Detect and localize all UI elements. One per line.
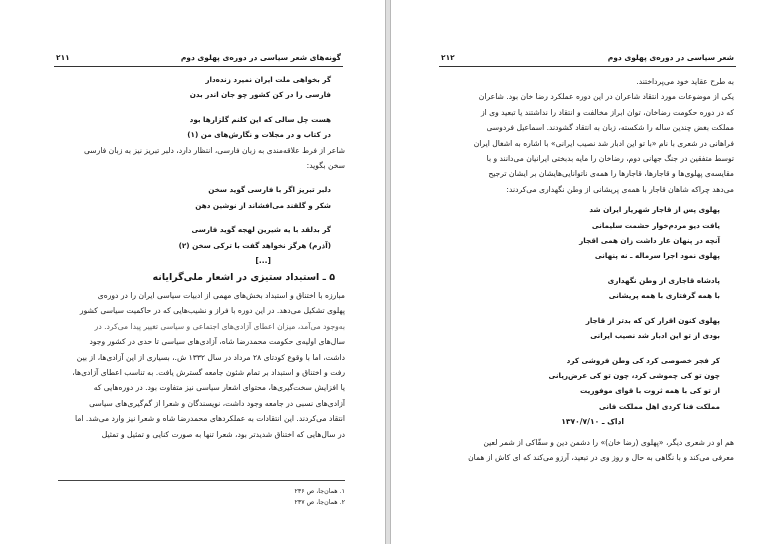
verse-line: کر فجر خصوصی کرد کی وطن فروشی کرد (566, 355, 720, 365)
page-body (441, 74, 734, 465)
header-title: شعر سیاسی در دوره‌ی پهلوی دوم (607, 53, 734, 62)
verse-line: پادشاه قاجاری از وطن نگهداری (607, 275, 720, 285)
verse-line: پهلوی نمود اجرا سرماله ـ نه پنهانی (594, 251, 720, 261)
verse-line: یافت دیو مردم‌خوار حشمت سلیمانی (591, 220, 720, 230)
ellipsis-bracket: [...] (255, 256, 271, 266)
verse-line: از تو کی با همه ثروت با قوای موفوریت (580, 386, 720, 396)
section-title: ۵ ـ استبداد ستیزی در اشعار ملی‌گرایانه (152, 272, 335, 284)
paragraph-line: هم او در شعری دیگر، «پهلوی (رضا خان)» را دشمن دین و سفّاکی از شمر لعین (483, 437, 734, 447)
verse-line: بودی از تو این ادبار شد نصیب ایرانی (590, 331, 720, 341)
verse-line: با همه گرفتاری با همه پریشانی (608, 291, 720, 301)
verse-line: گر بخواهی ملت ایران نمیرد زنده‌دار (205, 75, 331, 84)
paragraph-line: پهلوی تشکیل می‌دهد. در این دوره با فراز و نشیب‌هایی که در حاکمیت سیاسی کشور (79, 306, 345, 316)
paragraph-line: مملکت بغض چندین ساله را شکسته، زبان به انتقاد گشودند. اسماعیل فردوسی (486, 123, 734, 133)
verse-line: مملکت فنا کردی اهل مملکت فانی (599, 401, 720, 411)
footnote: ۲. همان‌جا، ص ۲۳۷ (294, 499, 345, 506)
paragraph-line: مقایسه‌ی پهلوی‌ها و قاجارها، قاجارها را همه‌ی ناتوانایی‌هایشان بر ایشان ترجیح (488, 169, 734, 179)
paragraph-line: رفت و اختناق و استبداد بر تمام شئون جامعه گسترش یافت. به تناسب اعطای آزادی‌ها، (72, 367, 345, 377)
paragraph-line: به‌وجود می‌آمد، میزان اعطای آزادی‌های اجتماعی و سیاسی تغییر پیدا می‌کرد. در (94, 321, 345, 331)
verse-line: پهلوی کنون اقرار کن که بدتر از قاجار (585, 315, 720, 325)
footnotes (58, 486, 345, 508)
paragraph-line: که در دوره حکومت رضاخان، توان ابراز مخالفت و انتقاد را نداشتند یا تبعید وی از (480, 107, 734, 117)
verse-line: شکر و گلقند می‌افشاند از نوشین دهن (195, 200, 331, 210)
verse-line: گر بدلقد با یه شیرین لهجه گوید فارسی (191, 225, 331, 235)
paragraph-line: به طرح عقاید خود می‌پرداختند. (636, 77, 734, 86)
footnote: ۱. همان‌جا، ص ۲۳۶ (294, 488, 345, 495)
paragraph-line: می‌دهد چراکه شاهان قاجار با همه‌ی پریشانی از وطن نگهداری می‌کردند: (506, 184, 734, 194)
footnote-divider (58, 480, 345, 481)
poem-date: اداک ـ ۱۳۷۰/۷/۱۰ (561, 417, 624, 427)
verse-line: فارسی را در کن کشور چو جان اندر بدن (189, 90, 331, 100)
verse-line: (آذرم) هرگز نخواهد گفت با ترکی سخن (۲) (178, 240, 331, 250)
right-page (390, 0, 768, 544)
paragraph-line: داشت، اما با وقوع کودتای ۲۸ مرداد در سال ۱۳۳۲ ش.، بسیاری از این آزادی‌ها، از بین (76, 352, 345, 362)
paragraph-line: آزادی‌های نسبی در جامعه وجود داشت، نویسندگان و شعرا از گم‌گیری‌های سیاسی (89, 398, 345, 408)
paragraph-line: توسط متفقین در جنگ جهانی دوم، رضاخان را مایه بدبختی ایرانیان می‌دانند و با (486, 154, 734, 164)
page-body (58, 72, 345, 442)
paragraph-line: سخن بگوید: (306, 161, 345, 171)
verse-line: در کتاب و در مجلات و نگارش‌های من (۱) (187, 130, 331, 140)
paragraph-line: مبارزه با اختناق و استبداد بخش‌های مهمی از ادبیات سیاسی ایران را در دوره‌ی (97, 290, 345, 300)
paragraph-line: فراهانی در شعری با نام «با تو این ادبار شد نصیب ایرانی» با اشاره به اشغال ایران (473, 138, 734, 148)
paragraph-line: در سال‌هایی که اختناق شدیدتر بود، شعرا تنها به صورت کنایی و تمثیل و تمثیل (101, 429, 345, 439)
paragraph-line: سال‌های اولیه‌ی حکومت محمدرضا شاه، آزادی‌های سیاسی تا حدی در کشور وجود (89, 337, 345, 347)
running-header (54, 52, 343, 67)
page-number: ۲۱۱ (56, 53, 70, 62)
header-title: گونه‌های شعر سیاسی در دوره‌ی پهلوی دوم (180, 53, 341, 62)
paragraph-line: انتقاد می‌کردند. این انتقادات به عملکردهای محمدرضا شاه و شعرا نیز وارد می‌شد. اما (75, 414, 345, 424)
verse-line: پهلوی پس از قاجار شهریار ایران شد (589, 205, 720, 215)
verse-line: هست چل سالی که این کلنم گلزارها بود (189, 114, 331, 124)
verse-line: دلبر تبریز اگر با فارسی گوید سخن (208, 185, 331, 195)
paragraph-line: شاعر از فرط علاقه‌مندی به زبان فارسی، انتظار دارد، دلبر تبریز نیز به زبان فارسی (83, 145, 345, 155)
paragraph-line: یا افزایش سخت‌گیری‌ها، محتوای اشعار سیاسی نیز متفاوت بود. در دوره‌هایی که (93, 383, 345, 393)
page-number: ۲۱۲ (441, 53, 455, 62)
verse-line: چون تو کی چموشی کرد، چون تو کی عرض‌ریانی (548, 370, 720, 380)
verse-line: آنچه در پنهان عار داشت زان همی اقجار (579, 236, 720, 246)
running-header (439, 52, 736, 67)
paragraph-line: یکی از موضوعات مورد انتقاد شاعران در این دوره عملکرد رضا خان بود. شاعران (478, 92, 734, 102)
paragraph-line: معرفی می‌کند و با نگاهی به حال و روز وی در تبعید، آرزو می‌کند که ای کاش از همان (468, 452, 734, 462)
